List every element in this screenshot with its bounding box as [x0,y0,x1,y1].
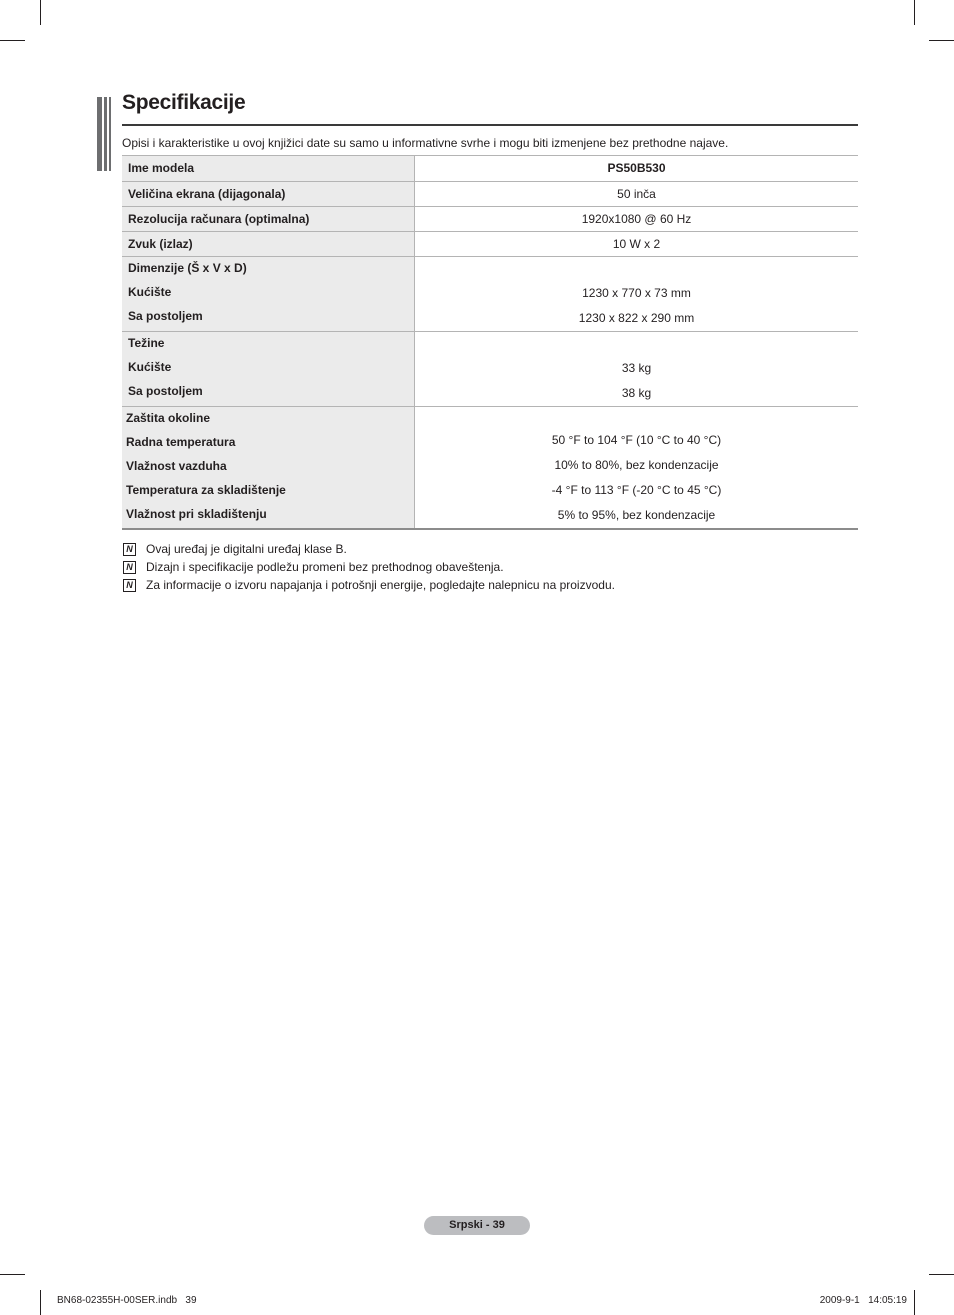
table-row [122,156,858,182]
note-text: Za informacije o izvoru napajanja i potrošnji energije, pogledajte nalepnicu na proizvodu. [146,578,615,592]
row-label: Veličina ekrana (dijagonala) [122,182,415,207]
row-value: 1230 x 770 x 73 mm [582,286,691,300]
row-label: Zvuk (izlaz) [122,232,415,257]
crop-mark [929,40,954,41]
table-row [122,182,858,207]
row-value: 10% to 80%, bez kondenzacije [554,458,719,472]
list-item [122,576,615,594]
note-text: Dizajn i specifikacije podležu promeni bez prethodnog obaveštenja. [146,560,504,574]
row-value: 5% to 95%, bez kondenzacije [557,508,716,522]
sub-label: Kućište [128,360,172,374]
row-label-group [122,407,415,530]
row-label-group [122,257,415,332]
row-label: Ime modela [122,156,415,182]
row-value-group [415,332,859,407]
sub-label: Temperatura za skladištenje [126,483,286,497]
table-row [122,407,858,530]
row-value: 33 kg [621,361,652,375]
sub-label: Vlažnost vazduha [126,459,227,473]
sub-label: Vlažnost pri skladištenju [126,507,267,521]
group-label: Dimenzije (Š x V x D) [128,261,247,275]
row-value: 1230 x 822 x 290 mm [578,311,695,325]
table-row [122,257,858,332]
note-text: Ovaj uređaj je digitalni uređaj klase B. [146,542,347,556]
crop-mark [929,1274,954,1275]
crop-mark [40,1290,41,1315]
row-label: Rezolucija računara (optimalna) [122,207,415,232]
row-value: 50 inča [415,182,859,207]
note-icon: N [123,561,136,574]
row-value: 50 °F to 104 °F (10 °C to 40 °C) [551,433,722,447]
list-item [122,540,615,558]
sub-label: Sa postoljem [128,384,203,398]
crop-mark [0,1274,25,1275]
crop-mark [914,1290,915,1315]
crop-mark [0,40,25,41]
sub-label: Radna temperatura [126,435,236,449]
row-value: 1920x1080 @ 60 Hz [415,207,859,232]
title-divider [122,124,858,126]
table-row [122,332,858,407]
table-row [122,207,858,232]
row-value-group [415,257,859,332]
row-value: 10 W x 2 [415,232,859,257]
sub-label: Kućište [128,285,172,299]
page-number-badge: Srpski - 39 [424,1216,530,1235]
sub-label: Sa postoljem [128,309,203,323]
crop-mark [40,0,41,25]
note-icon: N [123,579,136,592]
row-value-group [415,407,859,530]
notes-list [122,540,615,594]
intro-text: Opisi i karakteristike u ovoj knjižici date su samo u informativne svrhe i mogu biti izmenjene bez prethodne najave. [122,136,729,150]
row-label-group [122,332,415,407]
print-file-info: BN68-02355H-00SER.indb 39 [57,1295,197,1306]
group-label: Zaštita okoline [126,411,211,425]
page-title: Specifikacije [122,91,246,114]
spec-table [122,155,858,530]
group-label: Težine [128,336,165,350]
row-value: -4 °F to 113 °F (-20 °C to 45 °C) [551,483,722,497]
row-value: PS50B530 [415,156,859,182]
note-icon: N [123,543,136,556]
crop-mark [914,0,915,25]
table-row [122,232,858,257]
list-item [122,558,615,576]
print-datetime: 2009-9-1 14:05:19 [819,1295,907,1306]
row-value: 38 kg [621,386,652,400]
